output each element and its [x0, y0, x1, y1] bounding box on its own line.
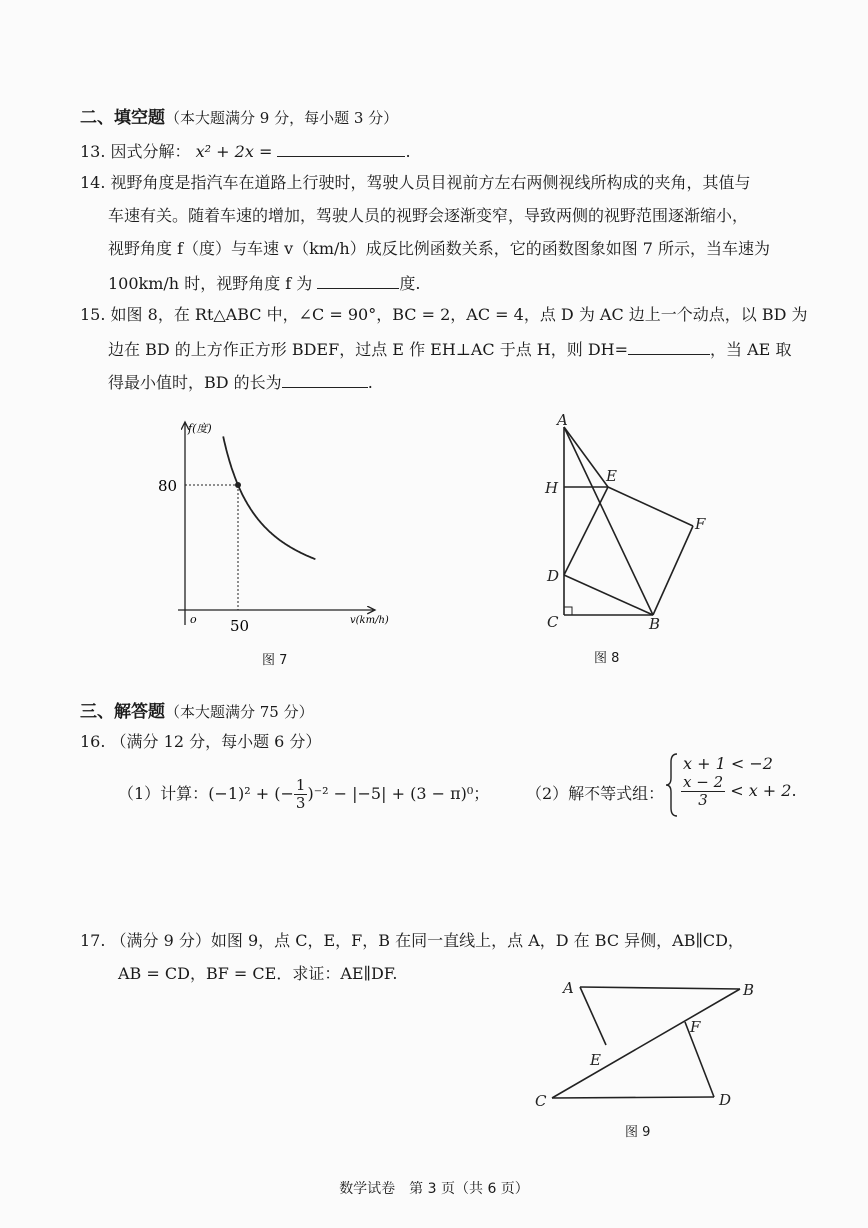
- q15-line-3b: .: [367, 373, 373, 392]
- label-A: A: [563, 979, 574, 997]
- q14-line-1: 视野角度是指汽车在道路上行驶时，驾驶人员目视前方左右两侧视线所构成的夹角，其值与: [110, 173, 751, 192]
- q15-number: 15.: [80, 305, 106, 324]
- q13-end: .: [405, 142, 411, 161]
- q16-number: 16.: [80, 732, 106, 751]
- x-tick-label: 50: [230, 617, 250, 635]
- q14-answer-blank[interactable]: [317, 272, 399, 289]
- q16-part-1-expr-b: )⁻² − |−5| + (3 − π)⁰；: [307, 784, 490, 803]
- inverse-curve: [223, 436, 315, 559]
- inequality-1: x + 1 < −2: [683, 754, 773, 773]
- q17-line-2: AB = CD，BF = CE．求证：AE∥DF.: [118, 964, 398, 983]
- label-B: B: [743, 981, 755, 999]
- section-3-title: 三、解答题: [80, 702, 165, 722]
- figure-9-diagram: [530, 975, 755, 1115]
- question-16: [80, 732, 321, 752]
- y-axis-label: f(度): [188, 422, 212, 435]
- q13-text: 因式分解：: [110, 142, 191, 161]
- segment-AE: [564, 427, 608, 487]
- section-2-note: （本大题满分 9 分，每小题 3 分）: [165, 109, 399, 127]
- label-B: B: [649, 615, 661, 633]
- section-3-note: （本大题满分 75 分）: [165, 703, 314, 721]
- segment-EF: [608, 487, 693, 526]
- right-angle-mark: [564, 607, 572, 615]
- q16-part-1-label: （1）计算：: [118, 784, 209, 803]
- q13-expression: x² + 2x =: [195, 142, 273, 161]
- q15-line-2b: ，当 AE 取: [710, 340, 792, 359]
- q16-part-1-expr-a: (−1)² + (−: [208, 784, 294, 803]
- q13-number: 13.: [80, 142, 106, 161]
- inequality-2: [681, 774, 797, 809]
- marked-point: [235, 482, 241, 488]
- q14-number: 14.: [80, 173, 106, 192]
- segment-DE: [564, 487, 608, 575]
- label-D: D: [547, 567, 560, 585]
- label-D: D: [719, 1091, 732, 1109]
- section-2-title: 二、填空题: [80, 108, 165, 128]
- q13-answer-blank[interactable]: [277, 140, 405, 157]
- inequality-2-rest: < x + 2: [730, 781, 792, 800]
- inequality-end: .: [791, 781, 797, 800]
- q14-line-2: 车速有关。随着车速的增加，驾驶人员的视野会逐渐变窄，导致两侧的视野范围逐渐缩小，: [108, 206, 749, 225]
- segment-DB: [564, 575, 653, 615]
- figure-8-diagram: [535, 411, 720, 640]
- segment-CD: [552, 1097, 714, 1098]
- q15-line-2a: 边在 BD 的上方作正方形 BDEF，过点 E 作 EH⊥AC 于点 H，则 DH=: [108, 340, 629, 359]
- label-A: A: [557, 411, 568, 429]
- figure-9-caption: 图 9: [625, 1125, 651, 1140]
- q16-part-1-fraction: [294, 777, 308, 812]
- segment-AB: [580, 987, 740, 989]
- q16-part-1: [118, 772, 489, 816]
- fraction-denominator: 3: [295, 794, 306, 812]
- q14-line-4a: 100km/h 时，视野角度 f 为: [108, 274, 313, 293]
- question-17-line-1: [80, 931, 744, 951]
- q15-line-3a: 得最小值时，BD 的长为: [108, 373, 282, 392]
- segment-FB: [653, 526, 693, 615]
- origin-label: o: [190, 613, 197, 626]
- figure-8-caption: 图 8: [594, 651, 620, 666]
- label-E: E: [606, 467, 617, 485]
- q16-part-2-label: （2）解不等式组：: [526, 784, 665, 803]
- fraction-numerator: 1: [295, 776, 306, 794]
- inequality-system: [665, 752, 825, 818]
- segment-AB: [564, 427, 653, 615]
- q15-line-1: 如图 8，在 Rt△ABC 中，∠C = 90°，BC = 2，AC = 4，点 D 为 AC 边上一个动点，以 BD 为: [110, 305, 808, 324]
- q16-note: （满分 12 分，每小题 6 分）: [110, 732, 322, 751]
- question-13: [80, 140, 411, 162]
- section-2-heading: [80, 103, 398, 128]
- figure-7-graph: [150, 410, 400, 640]
- label-E: E: [590, 1051, 601, 1069]
- q14-line-4b: 度.: [399, 274, 421, 293]
- left-brace: [665, 752, 679, 818]
- q14-line-3: 视野角度 f（度）与车速 v（km/h）成反比例函数关系，它的函数图象如图 7 所示，当车速为: [108, 239, 771, 258]
- q15-answer-blank-2[interactable]: [282, 371, 368, 388]
- inequality-2-fraction: [681, 774, 725, 809]
- x-axis-label: v(km/h): [350, 615, 389, 626]
- page-footer: 数学试卷 第 3 页（共 6 页）: [339, 1181, 529, 1197]
- label-H: H: [545, 479, 559, 497]
- label-C: C: [535, 1092, 547, 1110]
- ineq-fraction-numerator: x − 2: [683, 773, 724, 791]
- label-C: C: [547, 613, 559, 631]
- segment-AE: [580, 987, 606, 1045]
- label-F: F: [690, 1018, 701, 1036]
- ineq-fraction-denominator: 3: [698, 791, 708, 809]
- figure-7-caption: 图 7: [262, 653, 288, 668]
- segment-CB: [552, 989, 740, 1098]
- question-15-line-3: [108, 371, 373, 393]
- question-14-line-1: [80, 173, 751, 193]
- q17-number: 17.: [80, 931, 106, 950]
- question-14-line-4: [108, 272, 420, 294]
- q15-answer-blank-1[interactable]: [628, 338, 710, 355]
- y-tick-label: 80: [158, 477, 178, 495]
- question-15-line-2: [108, 338, 791, 360]
- q17-line-1: （满分 9 分）如图 9，点 C，E，F，B 在同一直线上，点 A，D 在 BC 异侧，AB∥CD，: [110, 931, 744, 950]
- label-F: F: [695, 515, 706, 533]
- section-3-heading: [80, 697, 314, 722]
- question-15-line-1: [80, 305, 808, 325]
